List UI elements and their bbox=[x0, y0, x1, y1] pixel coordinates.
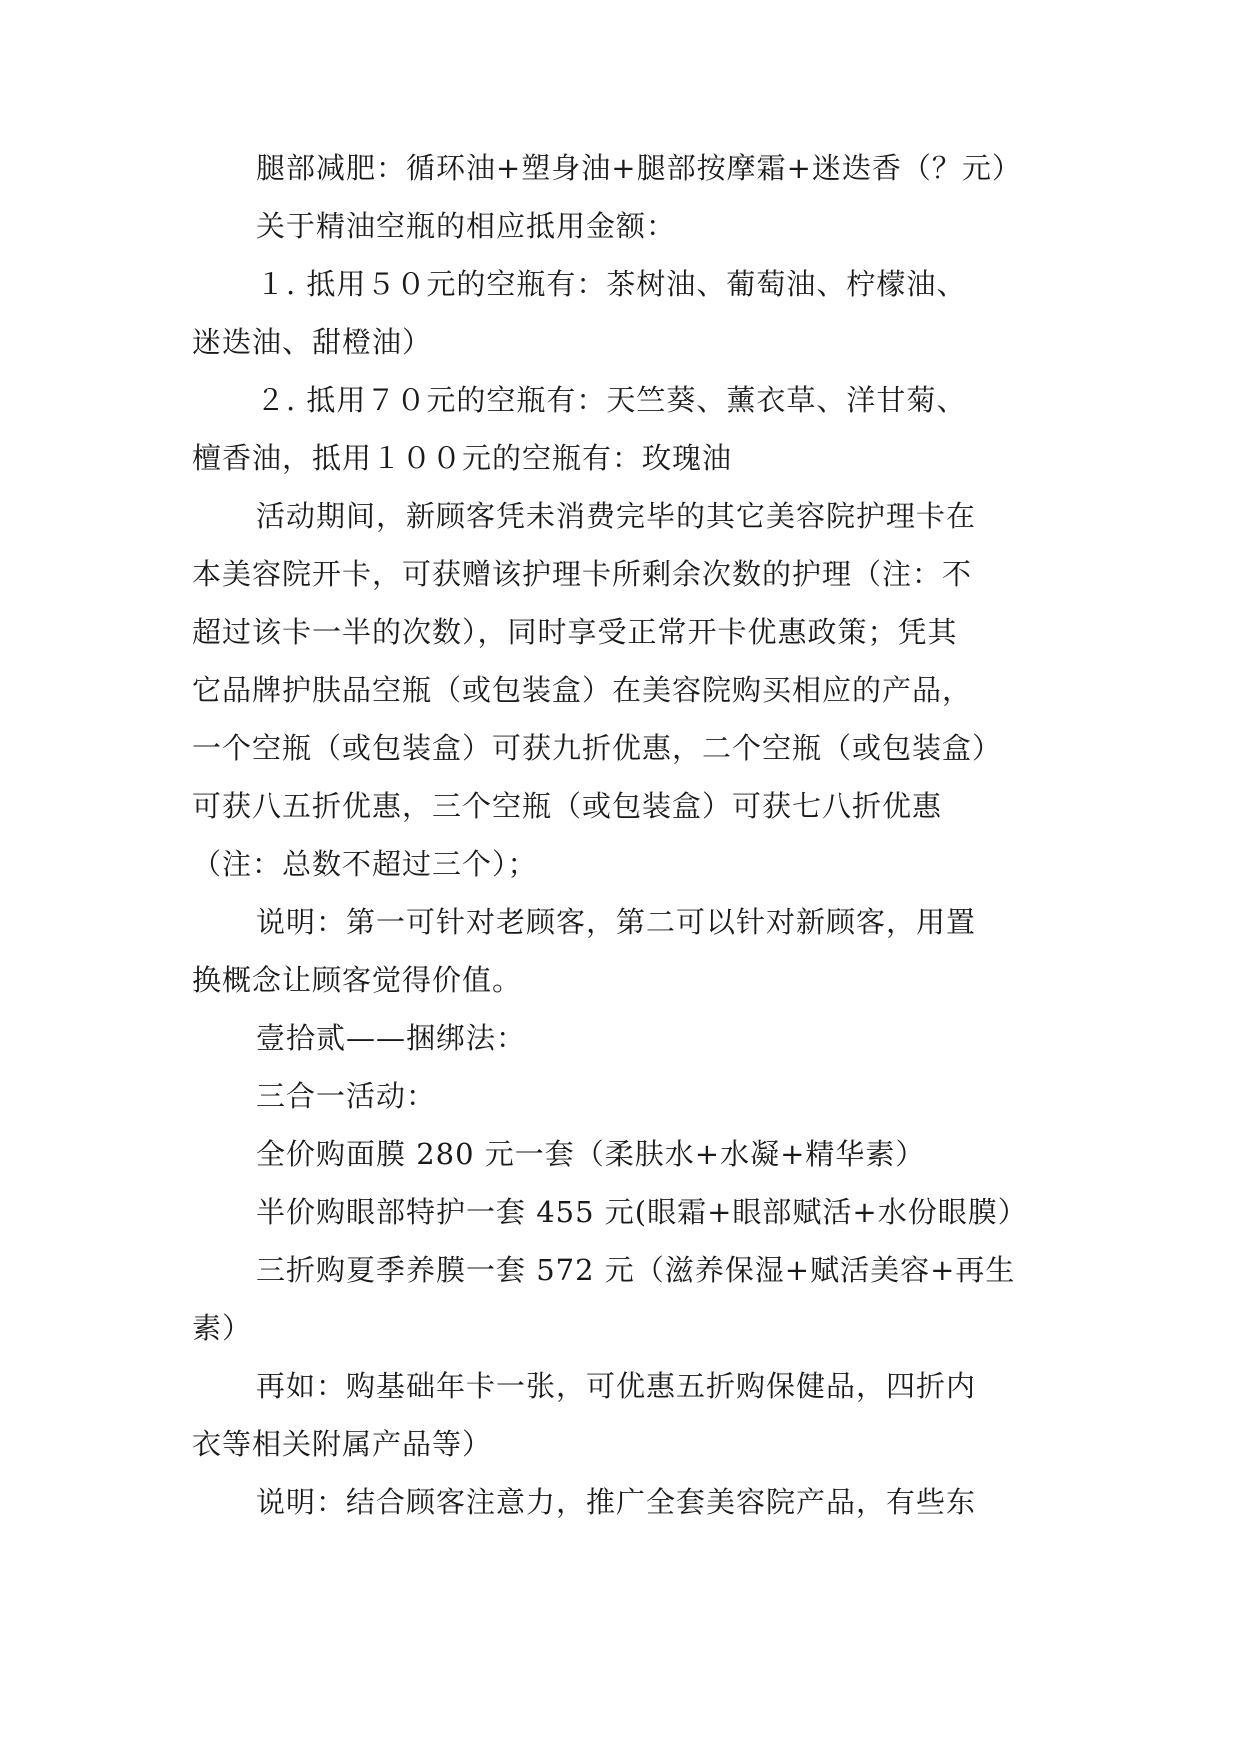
text-line: 本美容院开卡，可获赠该护理卡所剩余次数的护理（注：不 bbox=[192, 557, 973, 591]
text-line: 素） bbox=[192, 1311, 253, 1345]
text-line: 说明：结合顾客注意力，推广全套美容院产品，有些东 bbox=[256, 1485, 977, 1519]
text-line: 说明：第一可针对老顾客，第二可以针对新顾客，用置 bbox=[256, 905, 977, 939]
text-line: 全价购面膜 280 元一套（柔肤水+水凝+精华素） bbox=[256, 1137, 926, 1171]
text-line: 再如：购基础年卡一张，可优惠五折购保健品，四折内 bbox=[256, 1369, 977, 1403]
text-line: 衣等相关附属产品等） bbox=[192, 1427, 493, 1461]
text-line: 换概念让顾客觉得价值。 bbox=[192, 963, 523, 997]
text-line: 它品牌护肤品空瓶（或包装盒）在美容院购买相应的产品， bbox=[192, 673, 973, 707]
text-line: 半价购眼部特护一套 455 元(眼霜+眼部赋活+水份眼膜） bbox=[256, 1195, 1028, 1229]
text-line: １. 抵用５０元的空瓶有：茶树油、葡萄油、柠檬油、 bbox=[256, 267, 967, 301]
text-line: 三合一活动： bbox=[256, 1079, 437, 1113]
text-line: ２. 抵用７０元的空瓶有：天竺葵、薰衣草、洋甘菊、 bbox=[256, 383, 967, 417]
text-line: 三折购夏季养膜一套 572 元（滋养保湿+赋活美容+再生 bbox=[256, 1253, 1016, 1287]
text-line: 檀香油，抵用１００元的空瓶有：玫瑰油 bbox=[192, 441, 733, 475]
text-line: 腿部减肥：循环油+塑身油+腿部按摩霜+迷迭香（？元） bbox=[256, 151, 1022, 185]
text-line: 迷迭油、甜橙油） bbox=[192, 325, 433, 359]
text-line: 一个空瓶（或包装盒）可获九折优惠，二个空瓶（或包装盒） bbox=[192, 731, 1003, 765]
section-heading: 壹拾贰——捆绑法： bbox=[256, 1021, 527, 1055]
text-line: 超过该卡一半的次数），同时享受正常开卡优惠政策；凭其 bbox=[192, 615, 958, 649]
text-line: （注：总数不超过三个）； bbox=[192, 847, 538, 881]
text-line: 关于精油空瓶的相应抵用金额： bbox=[256, 209, 677, 243]
text-line: 可获八五折优惠，三个空瓶（或包装盒）可获七八折优惠 bbox=[192, 789, 943, 823]
text-line: 活动期间，新顾客凭未消费完毕的其它美容院护理卡在 bbox=[256, 499, 977, 533]
